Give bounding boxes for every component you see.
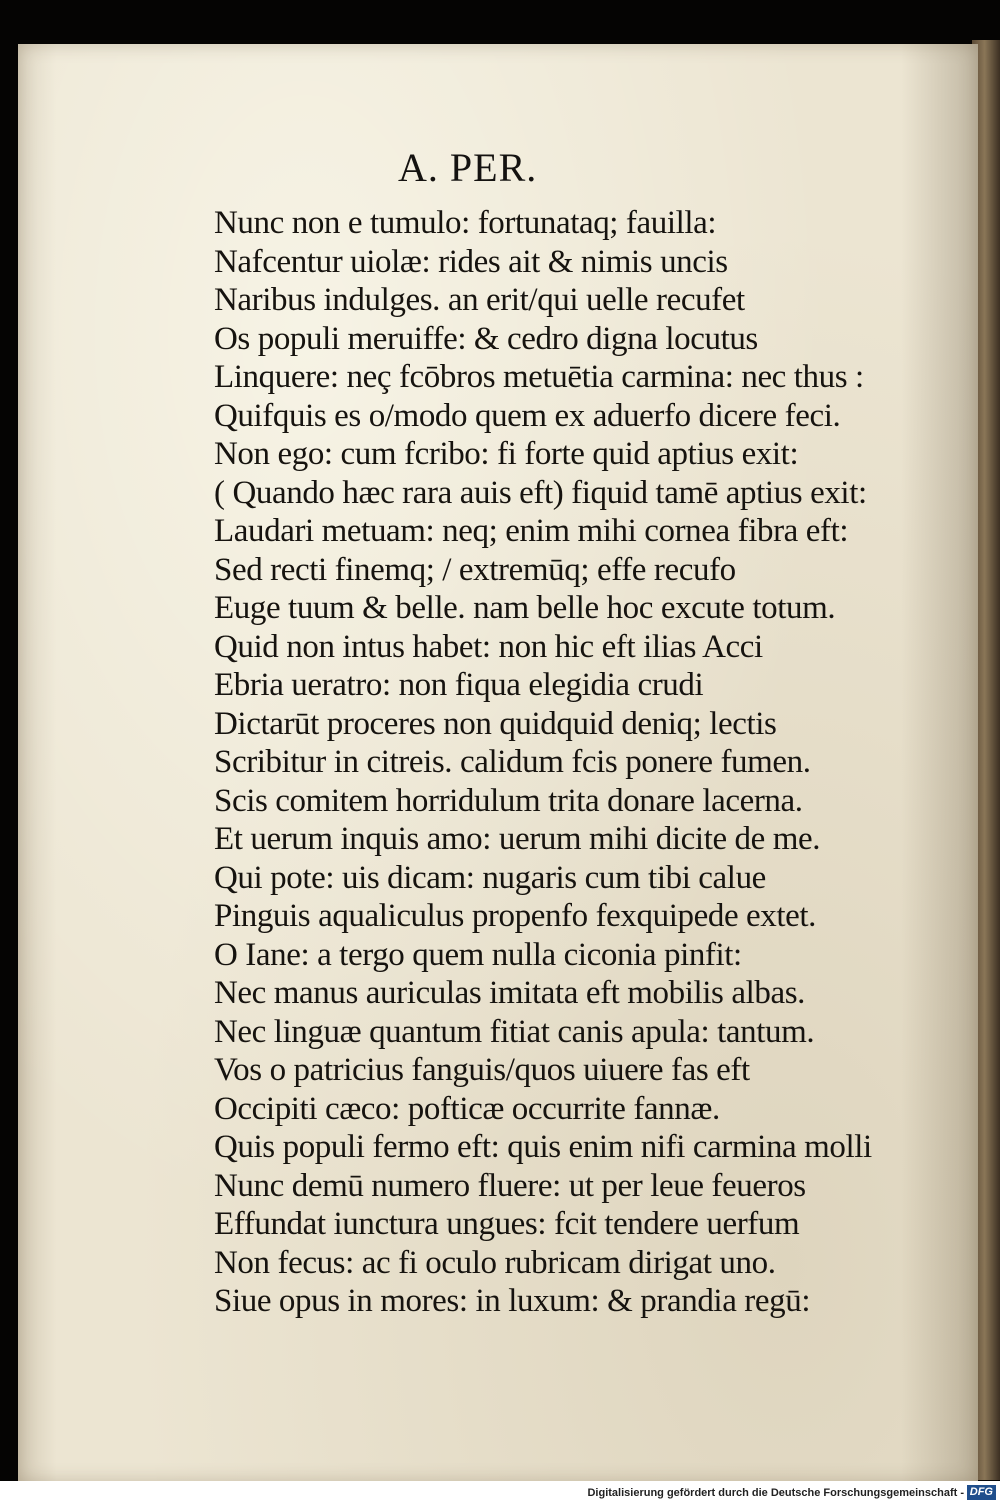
verse-line: Vos o patricius fanguis/quos uiuere fas eft (214, 1052, 750, 1088)
verse-line: Os populi meruiffe: & cedro digna locutus (214, 320, 758, 357)
footer-bar (0, 1481, 1000, 1503)
verse-line: ( Quando hæc rara auis eft) fiquid tamē aptius exit: (214, 474, 867, 511)
verse-line: Non fecus: ac fi oculo rubricam dirigat uno. (214, 1244, 776, 1281)
verse-line: Scis comitem horridulum trita donare lacerna. (214, 782, 803, 819)
verse-line: Occipiti cæco: pofticæ occurrite fannæ. (214, 1090, 720, 1127)
verse-line: Nafcentur uiolæ: rides ait & nimis uncis (214, 243, 728, 280)
verse-line: Effundat iunctura ungues: fcit tendere uerfum (214, 1206, 800, 1242)
verse-line: Euge tuum & belle. nam belle hoc excute totum. (214, 590, 836, 626)
verse-line: Linquere: neç fcōbros metuētia carmina: nec thus : (214, 359, 864, 395)
funding-credit: Digitalisierung gefördert durch die Deutsche Forschungsgemeinschaft - (587, 1487, 964, 1499)
verse-line: O Iane: a tergo quem nulla ciconia pinfit: (214, 936, 742, 973)
verse-line: Quid non intus habet: non hic eft ilias Acci (214, 628, 763, 665)
verse-line: Dictarūt proceres non quidquid deniq; lectis (214, 705, 777, 742)
verse-line: Ebria ueratro: non fiqua elegidia crudi (214, 667, 704, 703)
verse-line: Quis populi fermo eft: quis enim nifi carmina molli (214, 1129, 872, 1165)
verse-line: Scribitur in citreis. calidum fcis ponere fumen. (214, 744, 811, 780)
verse-line: Laudari metuam: neq; enim mihi cornea fibra eft: (214, 513, 849, 549)
verse-line: Non ego: cum fcribo: fi forte quid aptius exit: (214, 436, 799, 472)
verse-line: Quifquis es o/modo quem ex aduerfo dicere feci. (214, 397, 841, 434)
verse-line: Nec manus auriculas imitata eft mobilis albas. (214, 975, 806, 1011)
verse-block (214, 204, 914, 1321)
verse-line: Sed recti finemq; / extremūq; effe recufo (214, 551, 736, 588)
dfg-logo: DFG (967, 1485, 996, 1500)
running-head: A. PER. (398, 145, 538, 190)
book-page (18, 44, 978, 1482)
verse-line: Pinguis aqualiculus propenfo fexquipede extet. (214, 898, 817, 934)
verse-line: Nunc demū numero fluere: ut per leue feueros (214, 1167, 806, 1204)
verse-line: Naribus indulges. an erit/qui uelle recufet (214, 282, 745, 318)
verse-line: Nec linguæ quantum fitiat canis apula: tantum. (214, 1013, 815, 1050)
verse-line: Et uerum inquis amo: uerum mihi dicite de me. (214, 821, 821, 857)
verse-line: Nunc non e tumulo: fortunataq; fauilla: (214, 205, 717, 241)
verse-line: Siue opus in mores: in luxum: & prandia regū: (214, 1283, 811, 1319)
verse-line: Qui pote: uis dicam: nugaris cum tibi calue (214, 859, 766, 896)
